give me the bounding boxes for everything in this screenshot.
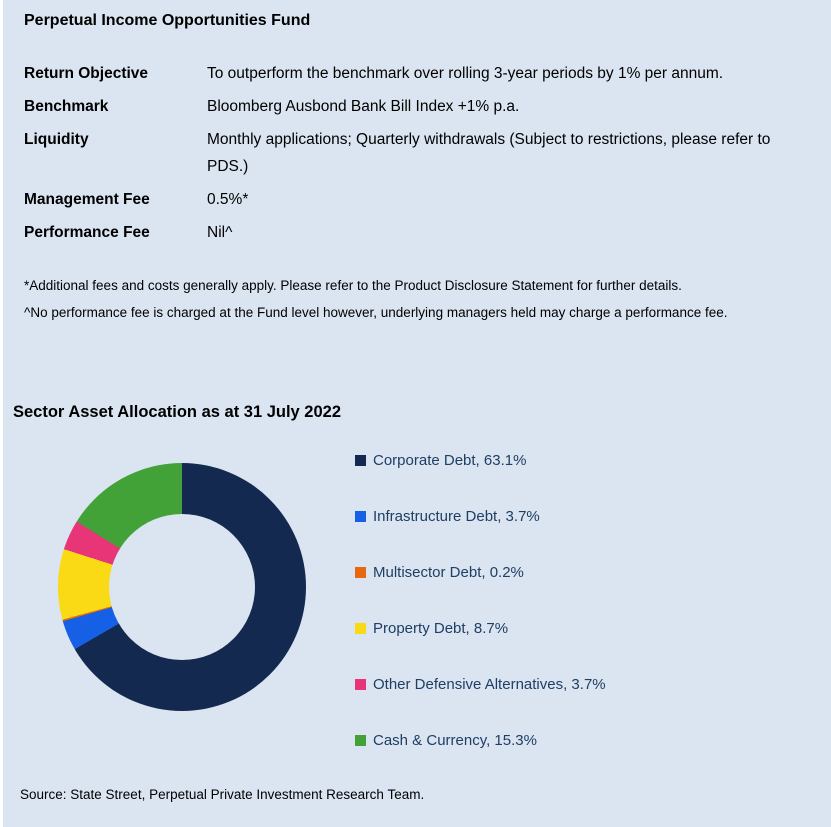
- legend-swatch-icon: [355, 679, 366, 690]
- legend-swatch-icon: [355, 567, 366, 578]
- legend-swatch-icon: [355, 455, 366, 466]
- legend-swatch-icon: [355, 735, 366, 746]
- legend-swatch-icon: [355, 623, 366, 634]
- row-label: Benchmark: [24, 98, 109, 115]
- legend-item: [355, 618, 606, 638]
- legend-label: Corporate Debt, 63.1%: [373, 451, 527, 469]
- table-row: [24, 60, 794, 87]
- fund-info-table: [24, 60, 794, 252]
- donut-hole: [109, 514, 255, 660]
- chart-legend: [355, 450, 606, 750]
- page: [3, 0, 831, 827]
- section-heading: Sector Asset Allocation as at 31 July 2022: [13, 403, 342, 421]
- footnotes: [24, 272, 748, 326]
- footnote: ^No performance fee is charged at the Fund level however, underlying managers held may charge a performance fee.: [24, 305, 728, 320]
- table-row: [24, 93, 794, 120]
- row-label: Management Fee: [24, 191, 150, 208]
- source-note: Source: State Street, Perpetual Private Investment Research Team.: [20, 787, 425, 802]
- legend-label: Cash & Currency, 15.3%: [373, 731, 537, 749]
- table-row: [24, 126, 794, 180]
- table-row: [24, 186, 794, 213]
- legend-label: Infrastructure Debt, 3.7%: [373, 507, 540, 525]
- donut-chart: [58, 463, 306, 711]
- fund-title: Perpetual Income Opportunities Fund: [24, 12, 311, 29]
- row-value: 0.5%*: [207, 191, 249, 208]
- legend-label: Property Debt, 8.7%: [373, 619, 509, 637]
- legend-item: [355, 450, 606, 470]
- footnote: *Additional fees and costs generally apply. Please refer to the Product Disclosure Statement for further details.: [24, 278, 682, 293]
- row-value: Bloomberg Ausbond Bank Bill Index +1% p.a.: [207, 98, 520, 115]
- row-label: Liquidity: [24, 131, 89, 148]
- legend-label: Multisector Debt, 0.2%: [373, 563, 524, 581]
- legend-item: [355, 506, 606, 526]
- row-value: To outperform the benchmark over rolling 3-year periods by 1% per annum.: [207, 65, 724, 82]
- row-label: Return Objective: [24, 65, 149, 82]
- legend-item: [355, 562, 606, 582]
- legend-swatch-icon: [355, 511, 366, 522]
- legend-item: [355, 730, 606, 750]
- row-label: Performance Fee: [24, 224, 150, 241]
- legend-item: [355, 674, 606, 694]
- row-value: Nil^: [207, 224, 233, 241]
- row-value: Monthly applications; Quarterly withdrawals (Subject to restrictions, please refer to PDS.): [207, 131, 771, 175]
- table-row: [24, 219, 794, 246]
- legend-label: Other Defensive Alternatives, 3.7%: [373, 675, 606, 693]
